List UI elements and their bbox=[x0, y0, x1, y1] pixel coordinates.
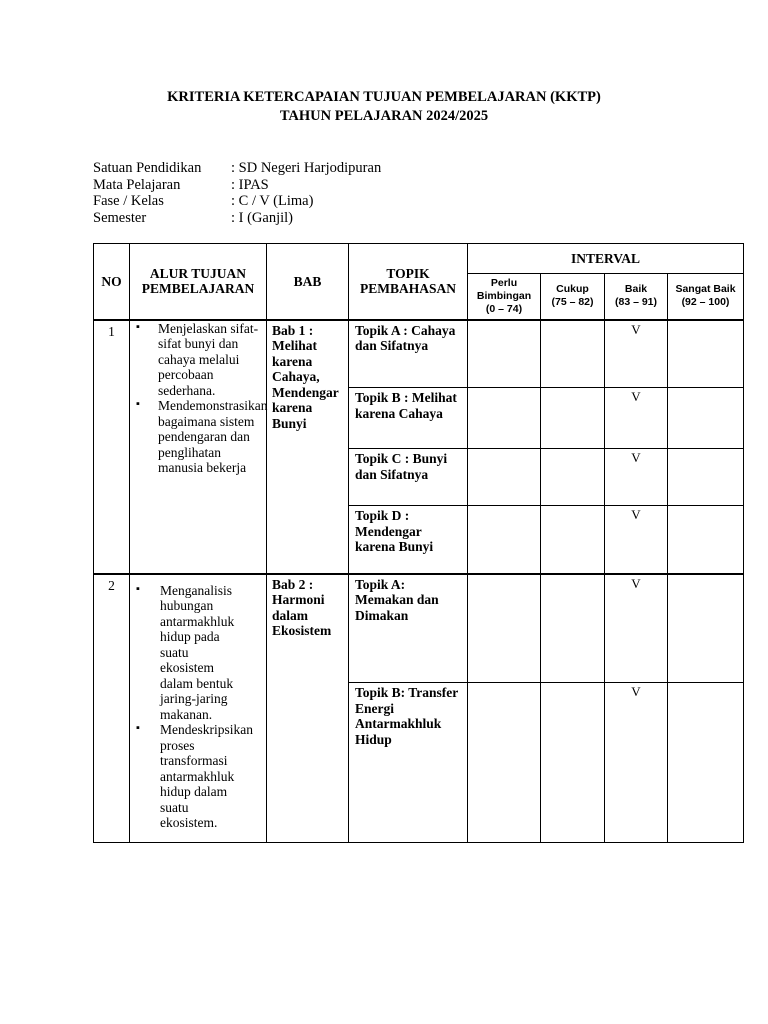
header-no: NO bbox=[94, 244, 130, 320]
alur-text: Menjelaskan sifat-sifat bunyi dan cahaya melalui percobaan sederhana. bbox=[158, 320, 259, 398]
alur-text: Mendemonstrasikan bagaimana sistem pendengaran dan penglihatan manusia bekerja bbox=[158, 398, 268, 475]
header-baik bbox=[605, 274, 668, 320]
cukup-cell bbox=[541, 449, 605, 506]
sangat-cell bbox=[668, 574, 744, 683]
bullet-icon: ▪ bbox=[136, 582, 140, 595]
info-value: : SD Negeri Harjodipuran bbox=[231, 160, 382, 176]
perlu-cell bbox=[468, 683, 541, 843]
header-sangat-label: Sangat Baik bbox=[675, 283, 736, 296]
info-label: Mata Pelajaran bbox=[93, 176, 181, 193]
document-title: KRITERIA KETERCAPAIAN TUJUAN PEMBELAJARAN (KKTP) bbox=[167, 89, 601, 105]
table-row bbox=[94, 320, 744, 388]
topik-cell: Topik B : Melihat karena Cahaya bbox=[349, 388, 468, 449]
perlu-cell bbox=[468, 388, 541, 449]
info-value: : IPAS bbox=[231, 176, 269, 193]
topik-cell: Topik B: Transfer Energi Antarmakhluk Hidup bbox=[349, 683, 468, 843]
baik-check-mark: V bbox=[605, 506, 668, 574]
list-item bbox=[130, 722, 266, 831]
perlu-cell bbox=[468, 574, 541, 683]
cukup-cell bbox=[541, 574, 605, 683]
perlu-cell bbox=[468, 449, 541, 506]
header-perlu-range: (0 – 74) bbox=[485, 302, 523, 315]
bab-cell: Bab 2 : Harmoni dalam Ekosistem bbox=[267, 574, 349, 843]
info-row-fase bbox=[93, 193, 381, 210]
row-number: 2 bbox=[94, 574, 130, 843]
topik-cell: Topik A: Memakan dan Dimakan bbox=[349, 574, 468, 683]
alur-list bbox=[130, 321, 266, 476]
info-value: : C / V (Lima) bbox=[231, 193, 314, 209]
alur-text: Menganalisis hubungan antarmakhluk hidup pada suatu ekosistem dalam bentuk jaring-jaring makanan. bbox=[160, 582, 235, 722]
identity-block bbox=[93, 160, 381, 226]
sangat-cell bbox=[668, 683, 744, 843]
header-baik-label: Baik bbox=[624, 283, 648, 296]
header-sangat-baik bbox=[668, 274, 744, 320]
alur-cell bbox=[130, 574, 267, 843]
info-label: Semester bbox=[93, 209, 147, 226]
document-subtitle: TAHUN PELAJARAN 2024/2025 bbox=[279, 108, 489, 124]
sangat-cell bbox=[668, 506, 744, 574]
header-topik: TOPIK PEMBAHASAN bbox=[349, 244, 468, 320]
header-alur: ALUR TUJUAN PEMBELAJARAN bbox=[130, 244, 267, 320]
bab-cell: Bab 1 : Melihat karena Cahaya, Mendengar karena Bunyi bbox=[267, 320, 349, 574]
cukup-cell bbox=[541, 683, 605, 843]
cukup-cell bbox=[541, 320, 605, 388]
baik-check-mark: V bbox=[605, 683, 668, 843]
bullet-icon: ▪ bbox=[136, 722, 140, 734]
perlu-cell bbox=[468, 320, 541, 388]
header-bab: BAB bbox=[267, 244, 349, 320]
bullet-icon: ▪ bbox=[136, 320, 140, 333]
alur-list bbox=[130, 583, 266, 831]
sangat-cell bbox=[668, 388, 744, 449]
topik-cell: Topik A : Cahaya dan Sifatnya bbox=[349, 320, 468, 388]
header-perlu-bimbingan bbox=[468, 274, 541, 320]
info-value: : I (Ganjil) bbox=[231, 209, 294, 226]
list-item bbox=[130, 583, 266, 723]
baik-check-mark: V bbox=[605, 320, 668, 388]
header-interval: INTERVAL bbox=[468, 244, 744, 274]
header-sangat-range: (92 – 100) bbox=[681, 296, 730, 309]
bullet-icon: ▪ bbox=[136, 398, 140, 410]
header-cukup-range: (75 – 82) bbox=[551, 296, 594, 309]
kktp-table bbox=[93, 243, 744, 843]
alur-text: Mendeskripsikan proses transformasi antarmakhluk hidup dalam suatu ekosistem. bbox=[160, 722, 253, 830]
topik-cell: Topik C : Bunyi dan Sifatnya bbox=[349, 449, 468, 506]
sangat-cell bbox=[668, 320, 744, 388]
sangat-cell bbox=[668, 449, 744, 506]
info-label: Satuan Pendidikan bbox=[93, 160, 202, 176]
row-number: 1 bbox=[94, 320, 130, 574]
info-row-semester bbox=[93, 210, 381, 227]
header-cukup-label: Cukup bbox=[556, 283, 589, 296]
alur-cell bbox=[130, 320, 267, 574]
cukup-cell bbox=[541, 506, 605, 574]
header-perlu-label: Perlu Bimbingan bbox=[476, 276, 532, 302]
perlu-cell bbox=[468, 506, 541, 574]
cukup-cell bbox=[541, 388, 605, 449]
baik-check-mark: V bbox=[605, 449, 668, 506]
topik-cell: Topik D : Mendengar karena Bunyi bbox=[349, 506, 468, 574]
header-baik-range: (83 – 91) bbox=[614, 296, 658, 309]
info-label: Fase / Kelas bbox=[93, 193, 164, 209]
header-cukup bbox=[541, 274, 605, 320]
list-item bbox=[130, 321, 266, 399]
list-item bbox=[130, 398, 266, 476]
table-row bbox=[94, 574, 744, 683]
info-row-mapel bbox=[93, 177, 381, 194]
baik-check-mark: V bbox=[605, 388, 668, 449]
baik-check-mark: V bbox=[605, 574, 668, 683]
info-row-satuan bbox=[93, 160, 381, 177]
